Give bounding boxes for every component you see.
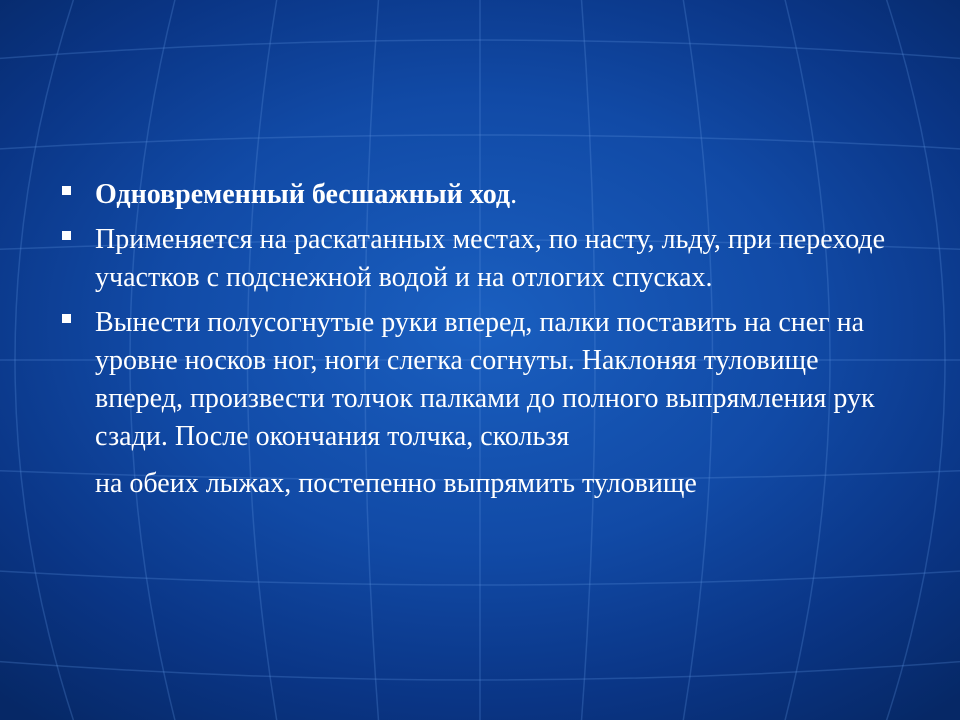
- bullet-list: [58, 176, 908, 510]
- square-bullet-icon: [62, 314, 71, 323]
- item-2-text: Применяется на раскатанных местах, по насту, льду, при переходе участков с подснежной водой и на отлогих спусках.: [95, 224, 886, 293]
- square-bullet-icon: [62, 186, 71, 195]
- item-1-bold-text: Одновременный бесшажный ход: [95, 179, 511, 210]
- item-3-text: Вынести полусогнутые руки вперед, палки поставить на снег на уровне носков ног, ноги слегка согнуты. Наклоняя туловище вперед, произвести толчок палками до полного выпрямления рук сзади. После окончания толчка, скользя: [95, 307, 875, 452]
- bullet-item-1: [58, 176, 908, 214]
- bullet-item-3: [58, 304, 908, 503]
- square-bullet-icon: [62, 231, 71, 240]
- item-1-tail: .: [510, 179, 518, 210]
- bullet-item-2: [58, 221, 908, 297]
- item-3-last-line: на обеих лыжах, постепенно выпрямить туловище: [95, 468, 697, 499]
